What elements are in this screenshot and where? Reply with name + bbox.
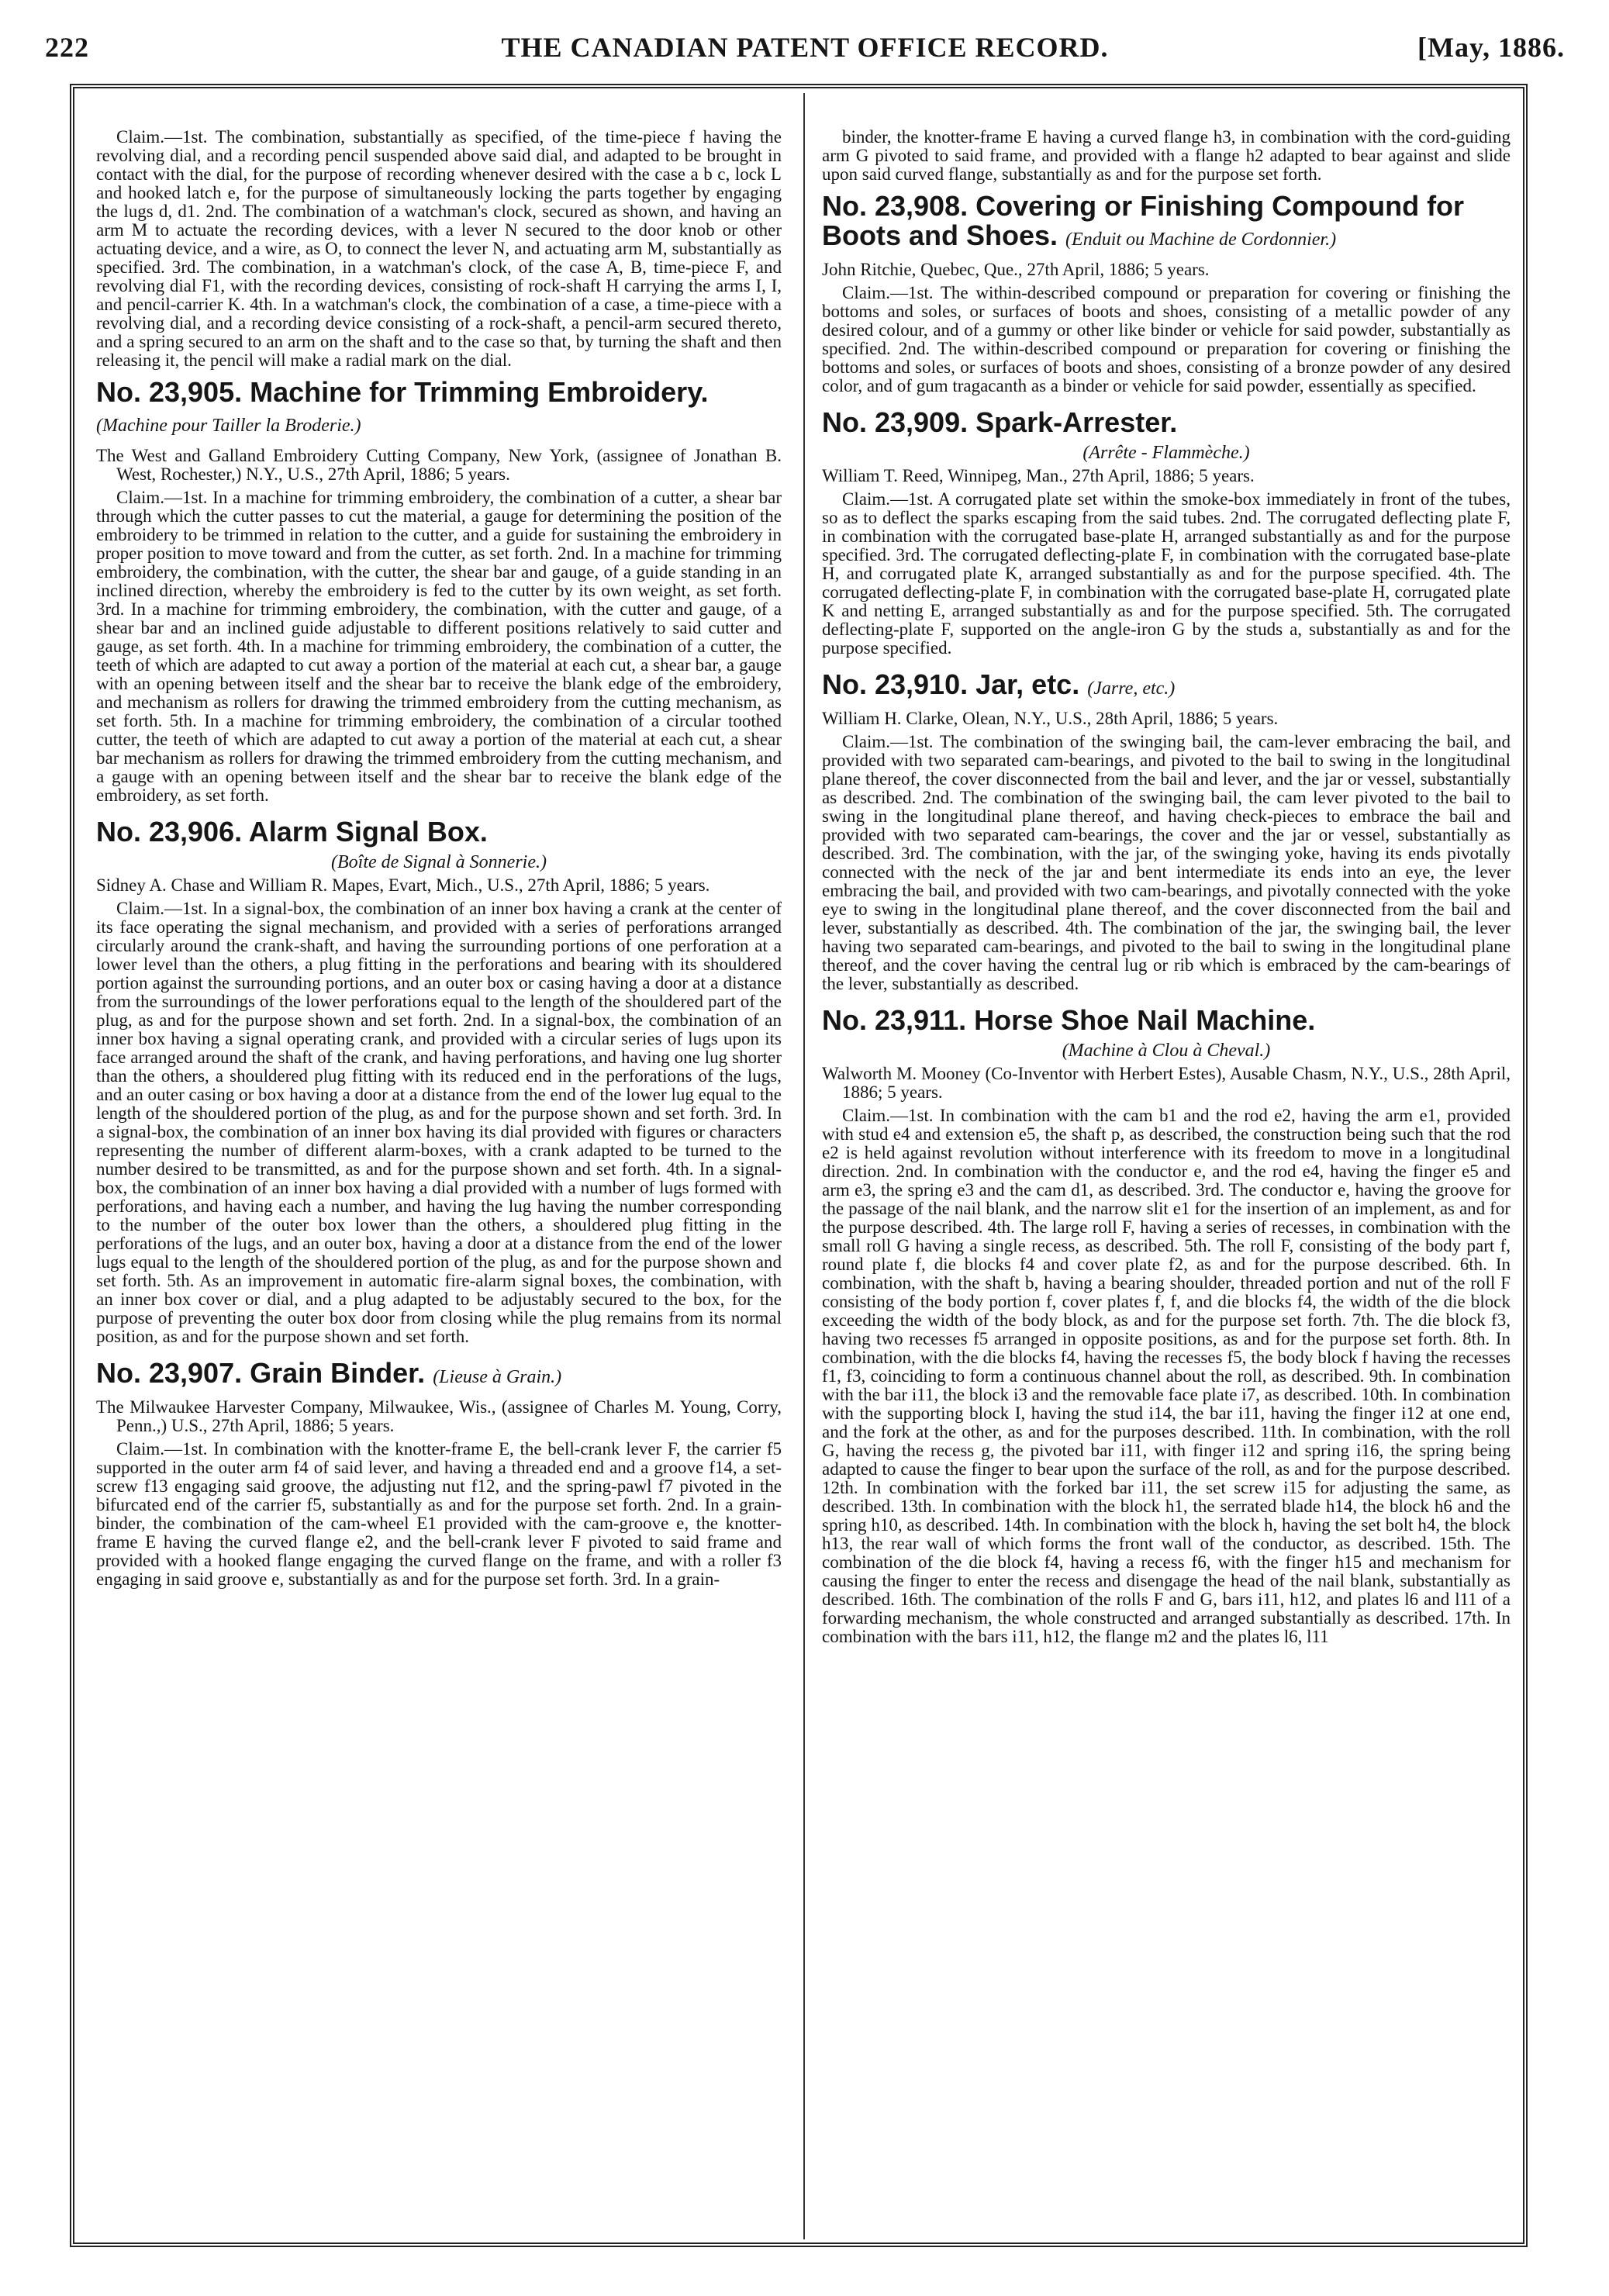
patent-title-french: (Boîte de Signal à Sonnerie.) [331, 852, 547, 872]
patent-title-french: (Arrête - Flammèche.) [1082, 443, 1250, 463]
patent-claim: Claim.—1st. In combination with the knotter-frame E, the bell-crank lever F, the carrier f5 supported in the outer arm f4 of said lever, and having a threaded end and a groove f14, a set-screw f13 engaging said groove, the adjusting nut f12, and the spring-pawl f7 pivoted in the bifurcated end of the carrier f5, substantially as and for the purpose set forth. 2nd. In a grain-binder, the combination of the cam-wheel E1 provided with the cam-groove e, the knotter-frame E having the curved flange e2, and the bell-crank lever F pivoted to said frame and provided with a hooked flange engaging the curved flange on the frame, and with a roller f3 engaging in said groove e, substantially as and for the purpose set forth. 3rd. In a grain- [96, 1439, 782, 1589]
patent-entry-23907 [96, 1359, 782, 1589]
claim-continuation: Claim.—1st. The combination, substantially as specified, of the time-piece f having the revolving dial, and a recording pencil suspended above said dial, and adapted to be brought in contact with the dial, for the purpose of recording whenever desired with the case a b c, lock L and hooked latch e, for the purpose of simultaneously locking the parts together by engaging the lugs d, d1. 2nd. The combination of a watchman's clock, secured as shown, and having an arm M to actuate the recording devices, with a lever N secured to the door knob or other actuating device, and a wire, as O, to connect the lever N, and actuating arm M, substantially as specified. 3rd. The combination, in a watchman's clock, of the case A, B, time-piece F, and revolving dial F1, with the recording devices, consisting of rock-shaft H carrying the arms I, I, and pencil-carrier K. 4th. In a watchman's clock, the combination of a case, a time-piece with a revolving dial, and a recording device consisting of a rock-shaft, a pencil-arm secured thereto, and a spring secured to an arm on the shaft and to the case so that, by turning the shaft and then releasing it, the pencil will make a radial mark on the dial. [96, 128, 782, 370]
patent-title-french: (Enduit ou Machine de Cordonnier.) [1065, 230, 1337, 250]
left-column [96, 128, 782, 2237]
patent-title-text: No. 23,905. Machine for Trimming Embroidery. [96, 376, 709, 408]
patent-title-french: (Machine à Clou à Cheval.) [1062, 1041, 1271, 1061]
patent-title [822, 192, 1511, 254]
patent-claim: Claim.—1st. The within-described compound or preparation for covering or finishing the bottoms and soles, or surfaces of boots and shoes, consisting of a metallic powder of any desired colour, and of a gummy or other like binder or vehicle for said powder, substantially as specified. 2nd. The within-described compound or preparation for covering or finishing the bottoms and soles, or surfaces of boots and shoes, consisting of a bronze powder of any desired color, and of gum tragacanth as a binder or vehicle for said powder, essentially as specified. [822, 283, 1511, 395]
patent-title-french: (Jarre, etc.) [1087, 678, 1176, 699]
patentee: The West and Galland Embroidery Cutting Company, New York, (assignee of Jonathan B. West, Rochester,) N.Y., U.S., 27th April, 1886; 5 years. [96, 446, 782, 484]
patentee: William T. Reed, Winnipeg, Man., 27th April, 1886; 5 years. [822, 466, 1255, 485]
patent-title: No. 23,911. Horse Shoe Nail Machine. [822, 1004, 1316, 1036]
page-number: 222 [45, 32, 89, 63]
patent-entry-23910 [822, 670, 1511, 993]
column-divider [803, 93, 805, 2239]
patent-title [822, 670, 1511, 703]
patent-title-text: No. 23,908. Covering or Finishing Compound for Boots and Shoes. [822, 190, 1465, 251]
patent-entry-23905 [96, 378, 782, 805]
page-title: THE CANADIAN PATENT OFFICE RECORD. [501, 32, 1109, 63]
patent-title [96, 378, 782, 440]
issue-date: [May, 1886. [1417, 32, 1565, 63]
patentee: John Ritchie, Quebec, Que., 27th April, 1886; 5 years. [822, 260, 1210, 279]
patent-claim: Claim.—1st. In combination with the cam b1 and the rod e2, having the arm e1, provided with stud e4 and extension e5, the shaft p, as described, the construction being such that the rod e2 is held against revolution without interference with its freedom to move in a longitudinal direction. 2nd. In combination with the conductor e, and the rod e4, having the finger e5 and arm e3, the spring e3 and the cam d1, as described. 3rd. The conductor e, having the groove for the passage of the nail blank, and the narrow slit e1 for the insertion of an implement, as and for the purpose described. 4th. The large roll F, having a series of recesses, in combination with the small roll G having a single recess, as described. 5th. The roll F, consisting of the body part f, round plate f, die blocks f4 and cover plate f2, as and for the purpose described. 6th. In combination, with the shaft b, having a bearing shoulder, threaded portion and nut of the roll F consisting of the body portion f, cover plates f, f, and die blocks f4, the width of the die block exceeding the width of the body block, as and for the purpose set forth. 7th. The die block f3, having two recesses f5 arranged in opposite positions, as and for the purpose set forth. 8th. In combination, with the die blocks f4, having the recesses f5, the body block f having the recesses f1, f3, coinciding to form a continuous channel about the roll, as described. 9th. In combination with the bar i11, the block i3 and the removable face plate i7, as described. 10th. In combination with the supporting block I, having the stud i14, the bar i11, having the finger i12 at one end, and the fork at the other, as and for the purposes described. 11th. In combination, with the roll G, having the recess g, the pivoted bar i11, with finger i12 and spring i16, the spring being adapted to cause the finger to bear upon the surface of the roll, as and for the purpose described. 12th. In combination with the forked bar i11, the set screw i15 for adjusting the same, as described. 13th. In combination with the block h1, the serrated blade h14, the block h6 and the spring h10, as described. 14th. In combination with the block h, having the set bolt h4, the block h13, the rear wall of which forms the front wall of the conductor, as described. 15th. The combination of the die block f4, having a recess f6, with the finger h15 and mechanism for causing the finger to enter the recess and disengage the head of the nail blank, substantially as described. 16th. The combination of the rolls F and G, bars i11, h12, and plates l6 and l11 of a forwarding mechanism, the whole constructed and arranged substantially as described. 17th. In combination with the bars i11, h12, the flange m2 and the plates l6, l11 [822, 1106, 1511, 1646]
patent-claim: Claim.—1st. A corrugated plate set within the smoke-box immediately in front of the tubes, so as to deflect the sparks escaping from the said tubes. 2nd. The corrugated deflecting plate F, in combination with the corrugated base-plate H, arranged substantially as and for the purpose specified. 3rd. The corrugated deflecting-plate F, in combination with the corrugated base-plate H, and corrugated plate K, arranged substantially as and for the purpose specified. 4th. The corrugated deflecting-plate F, in combination with the corrugated base-plate H, corrugated plate K and netting E, arranged substantially as and for the purpose specified. 5th. The corrugated deflecting-plate F, supported on the angle-iron G by the studs a, substantially as and for the purpose specified. [822, 489, 1511, 658]
patent-claim: Claim.—1st. The combination of the swinging bail, the cam-lever embracing the bail, and provided with two separated cam-bearings, and pivoted to the bail to swing in the longitudinal plane thereof, the cover disconnected from the bail and lever, and the jar or vessel, substantially as described. 2nd. The combination of the swinging bail, the cam lever pivoted to the bail to swing in the longitudinal plane thereof, and having check-pieces to embrace the bail and provided with two separated cam-bearings, the cover and the jar or vessel, substantially as described. 3rd. The combination, with the jar, of the swinging yoke, having its ends pivotally connected with the neck of the jar and bent intermediate its ends into an eye, the lever embracing the bail, and provided with two cam-bearings, and pivotally connected with the yoke eye to swing in the longitudinal plane thereof, and the cover disconnected from the bail and lever, substantially as described. 4th. The combination of the jar, the swinging bail, the lever having two separated cam-bearings, and pivoted to the bail to swing in the longitudinal plane thereof, and the cover having the central lug or rib which is embraced by the cam-bearings of the lever, substantially as described. [822, 732, 1511, 993]
patent-title-french: (Lieuse à Grain.) [433, 1367, 562, 1387]
patent-title-text: No. 23,907. Grain Binder. [96, 1357, 426, 1389]
patent-entry-23906 [96, 817, 782, 1346]
patent-title-text: No. 23,910. Jar, etc. [822, 668, 1080, 700]
patent-entry-23908 [822, 192, 1511, 395]
patentee: Walworth M. Mooney (Co-Inventor with Herbert Estes), Ausable Chasm, N.Y., U.S., 28th April, 1886; 5 years. [822, 1064, 1511, 1102]
patentee: Sidney A. Chase and William R. Mapes, Evart, Mich., U.S., 27th April, 1886; 5 years. [96, 875, 710, 895]
page-header [45, 26, 1565, 68]
patentee: The Milwaukee Harvester Company, Milwaukee, Wis., (assignee of Charles M. Young, Corry, Penn.,) U.S., 27th April, 1886; 5 years. [96, 1397, 782, 1435]
patent-entry-23911 [822, 1006, 1511, 1646]
patent-title [96, 1359, 782, 1392]
claim-continuation: binder, the knotter-frame E having a curved flange h3, in combination with the cord-guiding arm G pivoted to said frame, and provided with a flange h2 adapted to bear against and slide upon said curved flange, substantially as and for the purpose set forth. [822, 128, 1511, 184]
right-column [822, 128, 1511, 2237]
patentee: William H. Clarke, Olean, N.Y., U.S., 28th April, 1886; 5 years. [822, 709, 1279, 728]
patent-entry-23909 [822, 408, 1511, 658]
patent-title: No. 23,906. Alarm Signal Box. [96, 816, 488, 848]
patent-title-french: (Machine pour Tailler la Broderie.) [96, 416, 361, 436]
patent-claim: Claim.—1st. In a signal-box, the combination of an inner box having a crank at the center of its face operating the signal mechanism, and provided with a series of perforations arranged circularly around the crank-shaft, and having the surrounding portions of one perforation at a lower level than the others, a plug fitting in the perforations and bearing with its shouldered portion against the surrounding portions, and an outer box or casing having a door at a distance from the surroundings of the lower perforations equal to the length of the shouldered part of the plug, as and for the purpose shown and set forth. 2nd. In a signal-box, the combination of an inner box having a signal operating crank, and provided with a circular series of lugs upon its face arranged around the shaft of the crank, and having perforations, and having one lug shorter than the others, a shouldered plug fitting with its reduced end in the perforations of the lugs, and an outer casing or box having a door at a distance from the end of the lower lug equal to the length of the shouldered portion of the plug, as and for the purpose shown and set forth. 3rd. In a signal-box, the combination of an inner box having its dial provided with figures or characters representing the number of different alarm-boxes, with a crank adapted to be turned to the number desired to be transmitted, as and for the purpose shown and set forth. 4th. In a signal-box, the combination of an inner box having a dial provided with a number of lugs formed with perforations, and having each a number, and having the lug having the number corresponding to the number of the outer box lower than the others, a shouldered plug fitting in the perforations of the lugs, and an outer box, having a door at a distance from the end of the lower lugs equal to the length of the shouldered portion of the plug, as and for the purpose shown and set forth. 5th. As an improvement in automatic fire-alarm signal boxes, the combination, with an inner box cover or dial, and a plug adapted to be adjustably secured to the box, for the purpose of preventing the outer box door from closing while the plug remains from its normal position, as and for the purpose shown and set forth. [96, 899, 782, 1346]
patent-title: No. 23,909. Spark-Arrester. [822, 406, 1178, 438]
patent-claim: Claim.—1st. In a machine for trimming embroidery, the combination of a cutter, a shear bar through which the cutter passes to cut the material, a gauge for determining the position of the embroidery to be trimmed in relation to the cutter, and a guide for sustaining the embroidery in proper position to move toward and from the cutter, as set forth. 2nd. In a machine for trimming embroidery, the combination, with the cutter, the shear bar and gauge, of a guide standing in an inclined direction, whereby the embroidery is fed to the cutter by its own weight, as set forth. 3rd. In a machine for trimming embroidery, the combination, with the cutter and gauge, of a shear bar and an inclined guide adjustable to different positions relatively to said cutter and gauge, as set forth. 4th. In a machine for trimming embroidery, the combination of a cutter, the teeth of which are adapted to cut away a portion of the material at each cut, a shear bar, a gauge with an opening between itself and the shear bar to receive the blank edge of the embroidery, and mechanism as rollers for drawing the trimmed embroidery from the cutting mechanism, as set forth. 5th. In a machine for trimming embroidery, the combination of a circular toothed cutter, the teeth of which are adapted to cut away a portion of the material at each cut, a shear bar mechanism as rollers for drawing the trimmed embroidery from the cutting mechanism, and a gauge with an opening between itself and the shear bar to receive the blank edge of the embroidery, as set forth. [96, 488, 782, 805]
